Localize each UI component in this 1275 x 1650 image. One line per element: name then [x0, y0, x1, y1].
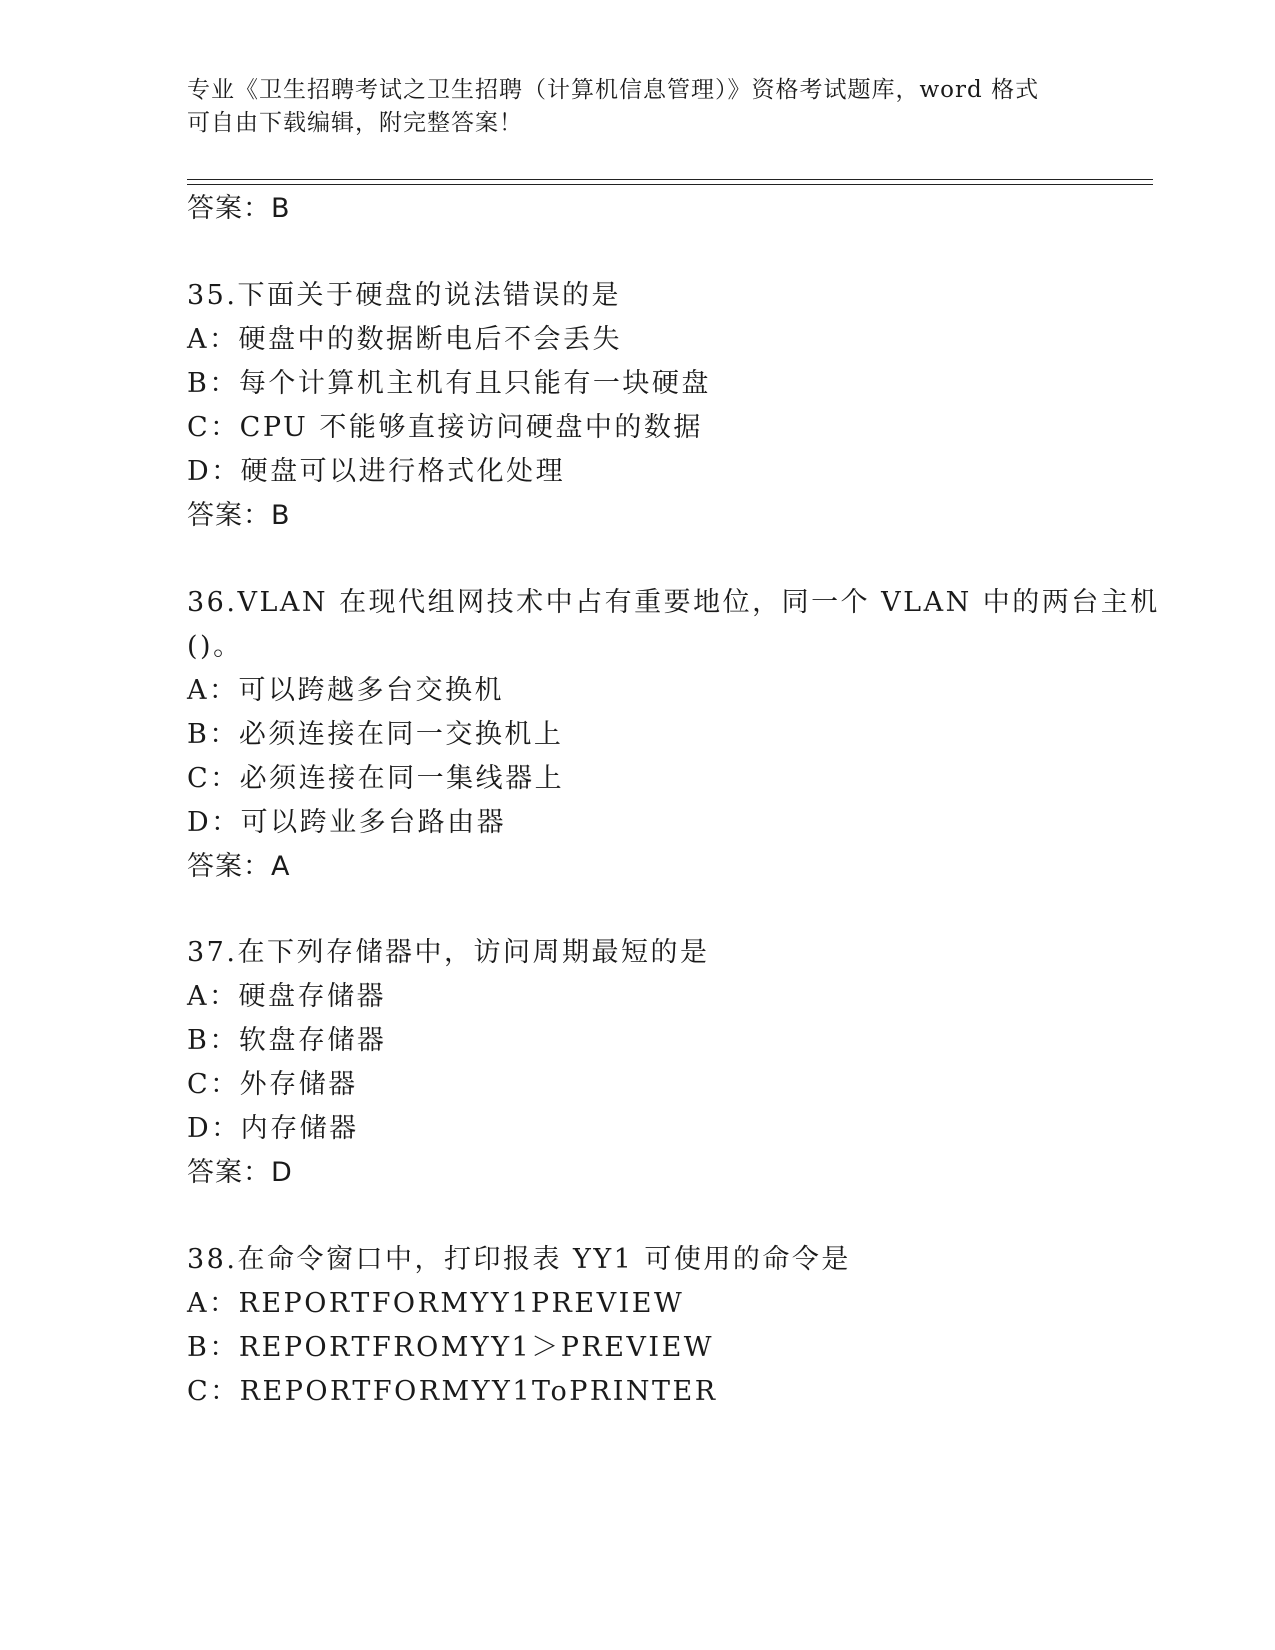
option-a: A：硬盘存储器: [187, 981, 386, 1012]
option-b: B：每个计算机主机有且只能有一块硬盘: [187, 368, 711, 399]
option-a: A：REPORTFORMYY1PREVIEW: [187, 1288, 685, 1319]
previous-answer: 答案：B: [187, 193, 291, 224]
option-b: B：必须连接在同一交换机上: [187, 719, 564, 750]
answer: 答案：D: [187, 1157, 293, 1188]
header-rule-bottom: [187, 184, 1153, 185]
question-stem: 38.在命令窗口中，打印报表 YY1 可使用的命令是: [187, 1244, 851, 1275]
header-line-2: 可自由下载编辑，附完整答案！: [187, 110, 523, 136]
document-header: [187, 74, 1067, 140]
question-stem: 35.下面关于硬盘的说法错误的是: [187, 280, 621, 311]
question-stem-continuation: ()。: [187, 631, 243, 662]
option-b: B：软盘存储器: [187, 1025, 387, 1056]
option-b: B：REPORTFROMYY1＞PREVIEW: [187, 1332, 715, 1363]
option-c: C：CPU 不能够直接访问硬盘中的数据: [187, 412, 703, 443]
header-rule-top: [187, 179, 1153, 180]
option-d: D：硬盘可以进行格式化处理: [187, 456, 566, 487]
answer: 答案：A: [187, 851, 291, 882]
question-stem: 36.VLAN 在现代组网技术中占有重要地位，同一个 VLAN 中的两台主机: [187, 587, 1160, 618]
option-d: D：可以跨业多台路由器: [187, 807, 507, 838]
answer: 答案：B: [187, 500, 291, 531]
option-c: C：必须连接在同一集线器上: [187, 763, 565, 794]
option-d: D：内存储器: [187, 1113, 359, 1144]
option-c: C：外存储器: [187, 1069, 358, 1100]
option-c: C：REPORTFORMYY1ToPRINTER: [187, 1376, 718, 1407]
header-line-1: 专业《卫生招聘考试之卫生招聘（计算机信息管理）》资格考试题库，word 格式: [187, 77, 1040, 103]
option-a: A：硬盘中的数据断电后不会丢失: [187, 324, 622, 355]
option-a: A：可以跨越多台交换机: [187, 675, 504, 706]
question-stem: 37.在下列存储器中，访问周期最短的是: [187, 937, 710, 968]
